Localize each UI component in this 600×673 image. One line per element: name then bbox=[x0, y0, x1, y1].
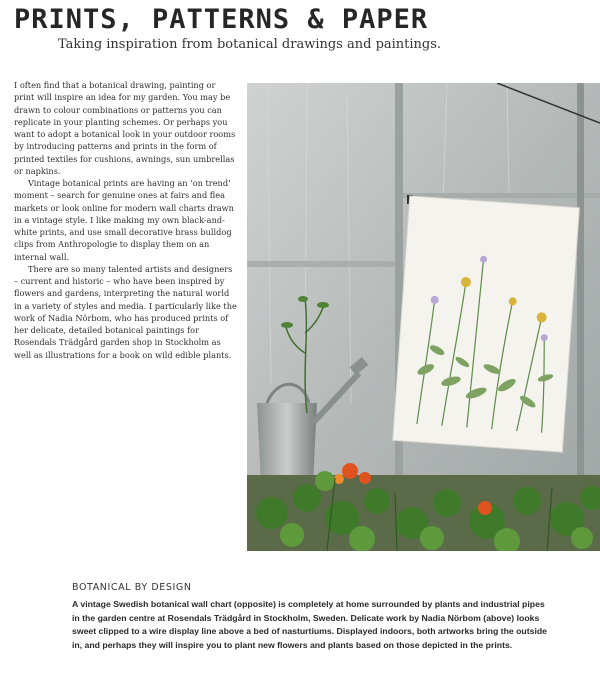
page-title: PRINTS, PATTERNS & PAPER bbox=[14, 4, 429, 35]
article-paragraph: There are so many talented artists and designers – current and historic – who have been inspired by flowers and gardens, interpreting the natural world in a variety of styles and media. I particularly like the work of Nadia Nörbom, who has produced prints of her delicate, detailed botanical paintings for Rosendals Trädgård garden shop in Stockholm as well as illustrations for a book on wild edible plants. bbox=[14, 263, 237, 360]
caption-heading: BOTANICAL BY DESIGN bbox=[72, 582, 192, 593]
article-paragraph: I often find that a botanical drawing, painting or print will inspire an idea for my garden. You may be drawn to colour combinations or patterns you can replicate in your planting schemes. Or perhaps you want to adopt a botanical look in your outdoor rooms by introducing patterns and prints in the form of printed textiles for cushions, awnings, sun umbrellas or napkins. bbox=[14, 80, 236, 176]
article-paragraph: Vintage botanical prints are having an ‘on trend’ moment – search for genuine ones at fairs and flea markets or look online for modern wall charts drawn in a vintage style. I like making my own black-and-white prints, and use small decorative brass bulldog clips from Anthropologie to display them on an internal wall. bbox=[14, 178, 234, 262]
botanical-print-photo bbox=[247, 83, 600, 551]
caption-text: A vintage Swedish botanical wall chart (opposite) is completely at home surrounded by plants and industrial pipes in the garden centre at Rosendals Trädgård in Stockholm, Sweden. Delicate work by Nadia Nörbom (above) looks sweet clipped to a wire display line above a bed of nasturtiums. Displayed indoors, both artworks bring the outside in, and perhaps they will inspire you to plant new flowers and plants based on those depicted in the prints. bbox=[72, 599, 548, 650]
page-subtitle: Taking inspiration from botanical drawings and paintings. bbox=[58, 37, 442, 52]
article-body bbox=[14, 79, 238, 361]
